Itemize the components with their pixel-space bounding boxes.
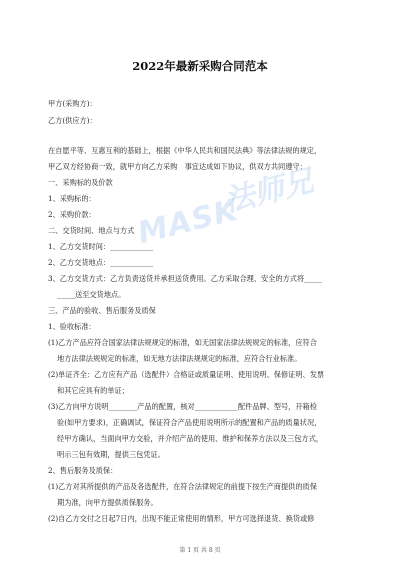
- section-heading: 三、产品的验收、售后服务及质保: [48, 306, 156, 315]
- body-line: 明示三包有效期，提供三包凭证。: [57, 450, 165, 459]
- body-line: 3、乙方交货方式：乙方负责送货并承担送货费用。乙方采取合理、安全的方式将_____: [48, 274, 323, 283]
- body-line: 和其它应具有的单证；: [57, 386, 129, 395]
- document-title: 2022年最新采购合同范本: [132, 59, 268, 73]
- body-line: (3)乙方向甲方说明________产品的配置，核对____________配件品牌、型号，开箱检: [48, 402, 317, 411]
- body-line: (1)乙方产品应符合国家法律法规规定的标准，如无国家法律法规规定的标准，应符合: [48, 338, 317, 347]
- watermark-chinese: 法师兄: [221, 163, 317, 220]
- body-line: _____送至交货地点。: [57, 290, 126, 299]
- watermark-latin: MASK: [134, 192, 242, 252]
- body-line: 地方法律法规规定的标准，如无地方法律法规规定的标准，应符合行业标准。: [57, 354, 302, 363]
- party-a-line: 甲方(采购方)：: [48, 99, 97, 108]
- body-line: (2)自乙方交付之日起7日内，出现不能正常使用的情形，甲方可选择退货、换货或修: [48, 514, 315, 523]
- body-line: 1、乙方交货时间：____________: [48, 242, 154, 251]
- body-line: 甲乙双方经协商一致，就甲方向乙方采购 事宜达成如下协议，供双方共同遵守：: [48, 162, 307, 171]
- body-line: 1、采购标的：: [48, 194, 96, 203]
- party-b-line: 乙方(供应方)：: [48, 116, 97, 125]
- body-line: 经甲方确认，当面向甲方交验，并介绍产品的使用、维护和保养方法以及三包方式，: [57, 434, 323, 443]
- body-line: (1)乙方对其所提供的产品及各选配件，在符合法律规定的前提下按生产商提供的质保: [48, 482, 317, 491]
- section-heading: 二、交货时间、地点与方式: [48, 226, 135, 235]
- body-line: 1、验收标准：: [48, 322, 96, 331]
- body-line: 验(如甲方要求)，正确调试，保证符合产品使用说明所示的配置和产品的质量状况，: [57, 418, 322, 427]
- section-heading: 一、采购标的及价款: [48, 178, 113, 187]
- body-line: 2、采购价款：: [48, 210, 96, 219]
- body-line: 在自愿平等、互惠互利的基础上，根据《中华人民共和国民法典》等法律法规的规定，: [48, 146, 322, 155]
- body-line: (2)单证齐全：乙方应有产品（选配件）合格证或质量证明、使用说明、保修证明、发票: [48, 370, 325, 379]
- body-line: 2、售后服务及质保：: [48, 466, 118, 475]
- body-line: 期为准，向甲方提供质保服务。: [57, 498, 158, 507]
- page-number: 第 1 页 共 8 页: [179, 547, 221, 554]
- body-line: 2、乙方交货地点：____________: [48, 258, 154, 267]
